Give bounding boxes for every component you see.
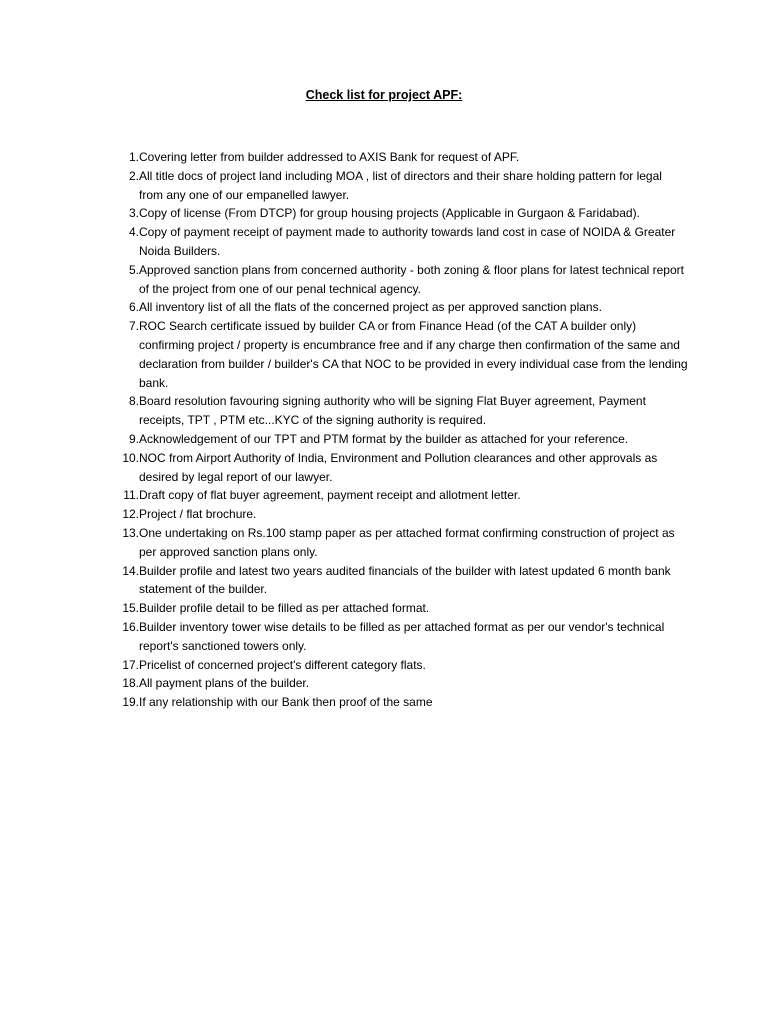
list-item	[108, 204, 688, 223]
list-item	[108, 261, 688, 299]
item-number: 16.	[122, 619, 139, 634]
list-item	[108, 524, 688, 562]
list-item	[108, 693, 688, 712]
item-text: Covering letter from builder addressed to AXIS Bank for request of APF.	[139, 150, 520, 164]
item-text: NOC from Airport Authority of India, Environment and Pollution clearances and other approvals as desired by legal report of our lawyer.	[139, 450, 658, 484]
item-text: ROC Search certificate issued by builder CA or from Finance Head (of the CAT A builder only) confirming project / property is encumbrance free and if any charge then confirmation of the same and declaration from builder / builder's CA that NOC to be provided in every individual case from the lending bank.	[139, 319, 688, 390]
item-number: 5.	[128, 262, 139, 277]
item-text: Acknowledgement of our TPT and PTM format by the builder as attached for your reference.	[139, 431, 629, 446]
checklist	[108, 148, 688, 712]
list-item	[108, 392, 688, 430]
item-number: 10.	[122, 450, 139, 465]
item-number: 13.	[122, 525, 139, 540]
item-number: 1.	[128, 150, 139, 164]
item-text: All title docs of project land including MOA , list of directors and their share holding pattern for legal from any one of our empanelled lawyer.	[139, 168, 662, 202]
document-title: Check list for project APF:	[305, 88, 463, 102]
list-item	[108, 317, 688, 392]
item-text: Builder profile and latest two years audited financials of the builder with latest updated 6 month bank statement of the builder.	[139, 563, 671, 597]
item-text: Builder inventory tower wise details to be filled as per attached format as per our vendor's technical report's sanctioned towers only.	[139, 619, 665, 653]
item-text: Board resolution favouring signing authority who will be signing Flat Buyer agreement, Payment receipts, TPT , PTM etc...KYC of the signing authority is required.	[139, 394, 646, 428]
item-number: 18.	[122, 676, 139, 691]
list-item	[108, 656, 688, 675]
item-number: 8.	[128, 394, 139, 409]
item-number: 19.	[122, 695, 139, 710]
item-number: 14.	[122, 563, 139, 578]
item-number: 17.	[122, 657, 139, 672]
item-text: Draft copy of flat buyer agreement, payment receipt and allotment letter.	[139, 488, 521, 503]
list-item	[108, 599, 688, 618]
list-item	[108, 505, 688, 524]
list-item	[108, 430, 688, 449]
list-item	[108, 223, 688, 261]
list-item	[108, 674, 688, 693]
list-item	[108, 148, 688, 167]
item-text: Copy of license (From DTCP) for group housing projects (Applicable in Gurgaon & Faridabad).	[139, 206, 640, 221]
item-number: 4.	[128, 225, 139, 240]
list-item	[108, 486, 688, 505]
item-text: Copy of payment receipt of payment made to authority towards land cost in case of NOIDA & Greater Noida Builders.	[139, 225, 676, 258]
list-item	[108, 167, 688, 205]
item-text: Builder profile detail to be filled as per attached format.	[139, 601, 430, 616]
list-item	[108, 298, 688, 317]
item-number: 3.	[128, 206, 139, 221]
item-number: 6.	[128, 300, 139, 315]
item-text: All inventory list of all the flats of the concerned project as per approved sanction plans.	[139, 300, 602, 315]
list-item	[108, 618, 688, 656]
item-number: 11.	[123, 488, 139, 503]
item-number: 9.	[128, 431, 139, 446]
item-text: Pricelist of concerned project's different category flats.	[139, 657, 426, 672]
item-text: All payment plans of the builder.	[139, 676, 310, 691]
item-number: 2.	[128, 168, 139, 183]
list-item	[108, 562, 688, 600]
item-number: 12.	[122, 507, 139, 522]
item-text: If any relationship with our Bank then proof of the same	[139, 695, 433, 710]
item-text: One undertaking on Rs.100 stamp paper as per attached format confirming construction of project as per approved sanction plans only.	[139, 525, 675, 559]
item-number: 7.	[128, 319, 139, 334]
list-item	[108, 449, 688, 487]
item-text: Approved sanction plans from concerned authority - both zoning & floor plans for latest technical report of the project from one of our penal technical agency.	[139, 262, 684, 296]
item-text: Project / flat brochure.	[139, 507, 257, 522]
item-number: 15.	[122, 601, 139, 616]
